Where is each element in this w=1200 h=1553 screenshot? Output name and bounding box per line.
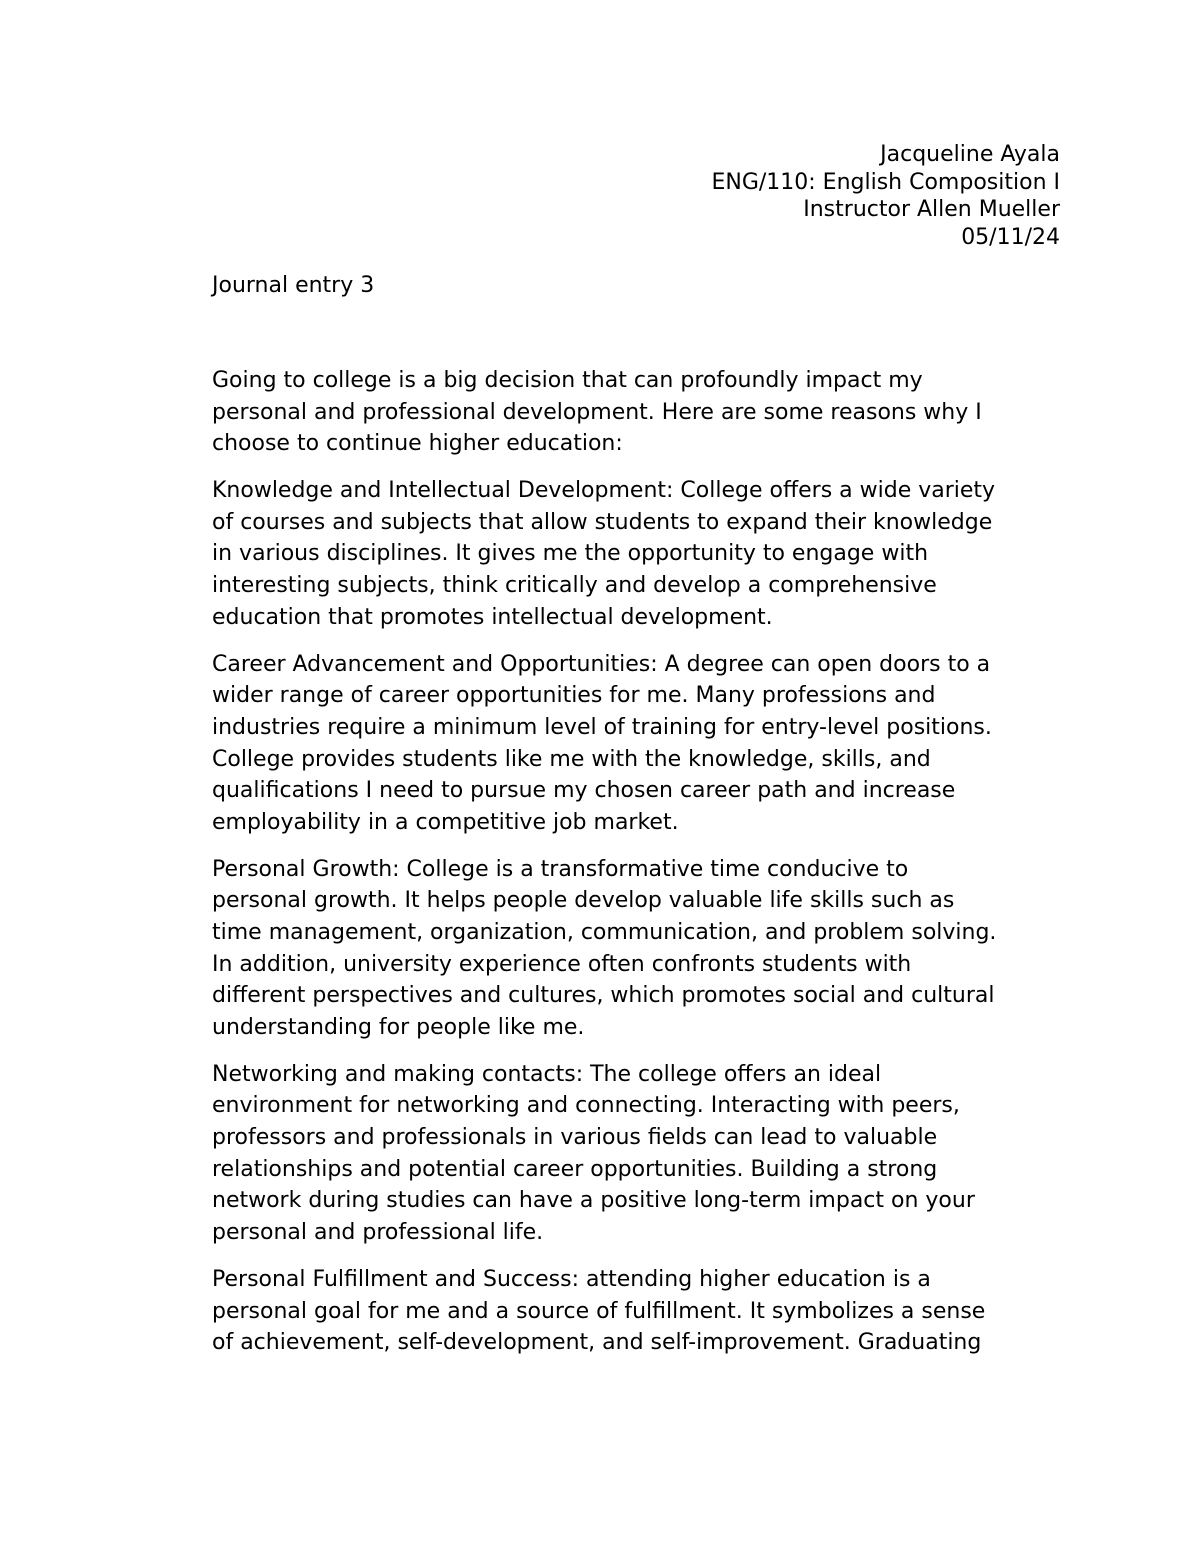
text-line: Networking and making contacts: The college offers an ideal bbox=[212, 1061, 882, 1087]
text-line: education that promotes intellectual development. bbox=[212, 604, 773, 630]
text-line: personal goal for me and a source of fulfillment. It symbolizes a sense bbox=[212, 1298, 986, 1324]
paragraph-fulfillment bbox=[212, 1264, 1072, 1359]
text-line: environment for networking and connecting. Interacting with peers, bbox=[212, 1093, 960, 1119]
text-line: interesting subjects, think critically and develop a comprehensive bbox=[212, 573, 937, 599]
author-name: Jacqueline Ayala bbox=[880, 142, 1060, 167]
text-line: choose to continue higher education: bbox=[212, 431, 623, 457]
paragraph-personal-growth bbox=[212, 854, 1072, 1044]
text-line: Going to college is a big decision that can profoundly impact my bbox=[212, 368, 923, 393]
course-name: ENG/110: English Composition I bbox=[711, 169, 1060, 195]
text-line: personal growth. It helps people develop valuable life skills such as bbox=[212, 888, 955, 914]
text-line: relationships and potential career opportunities. Building a strong bbox=[212, 1156, 938, 1182]
body-text bbox=[212, 365, 1072, 1374]
text-line: different perspectives and cultures, which promotes social and cultural bbox=[212, 983, 995, 1009]
text-line: understanding for people like me. bbox=[212, 1014, 585, 1040]
text-line: College provides students like me with the knowledge, skills, and bbox=[212, 746, 931, 772]
text-line: of courses and subjects that allow students to expand their knowledge bbox=[212, 509, 993, 535]
instructor-name: Instructor Allen Mueller bbox=[803, 197, 1060, 222]
text-line: Knowledge and Intellectual Development: College offers a wide variety bbox=[212, 478, 996, 504]
date: 05/11/24 bbox=[961, 224, 1060, 250]
text-line: in various disciplines. It gives me the opportunity to engage with bbox=[212, 541, 929, 567]
text-line: time management, organization, communication, and problem solving. bbox=[212, 920, 997, 945]
text-line: industries require a minimum level of training for entry-level positions. bbox=[212, 714, 992, 740]
text-line: qualifications I need to pursue my chosen career path and increase bbox=[212, 778, 956, 804]
paragraph-knowledge bbox=[212, 475, 1072, 633]
text-line: In addition, university experience often confronts students with bbox=[212, 951, 912, 977]
text-line: Personal Fulfillment and Success: attending higher education is a bbox=[212, 1266, 931, 1292]
text-line: network during studies can have a positive long-term impact on your bbox=[212, 1188, 975, 1214]
text-line: wider range of career opportunities for me. Many professions and bbox=[212, 683, 936, 709]
text-line: of achievement, self-development, and self-improvement. Graduating bbox=[212, 1330, 982, 1356]
text-line: professors and professionals in various fields can lead to valuable bbox=[212, 1125, 938, 1151]
journal-title: Journal entry 3 bbox=[212, 273, 375, 298]
text-line: personal and professional life. bbox=[212, 1219, 544, 1245]
text-line: Career Advancement and Opportunities: A degree can open doors to a bbox=[212, 651, 991, 677]
text-line: Personal Growth: College is a transformative time conducive to bbox=[212, 856, 909, 882]
paragraph-career bbox=[212, 649, 1072, 839]
header-block bbox=[711, 141, 1060, 251]
text-line: personal and professional development. Here are some reasons why I bbox=[212, 399, 982, 425]
text-line: employability in a competitive job market. bbox=[212, 809, 679, 835]
paragraph-intro bbox=[212, 365, 1072, 460]
paragraph-networking bbox=[212, 1059, 1072, 1249]
